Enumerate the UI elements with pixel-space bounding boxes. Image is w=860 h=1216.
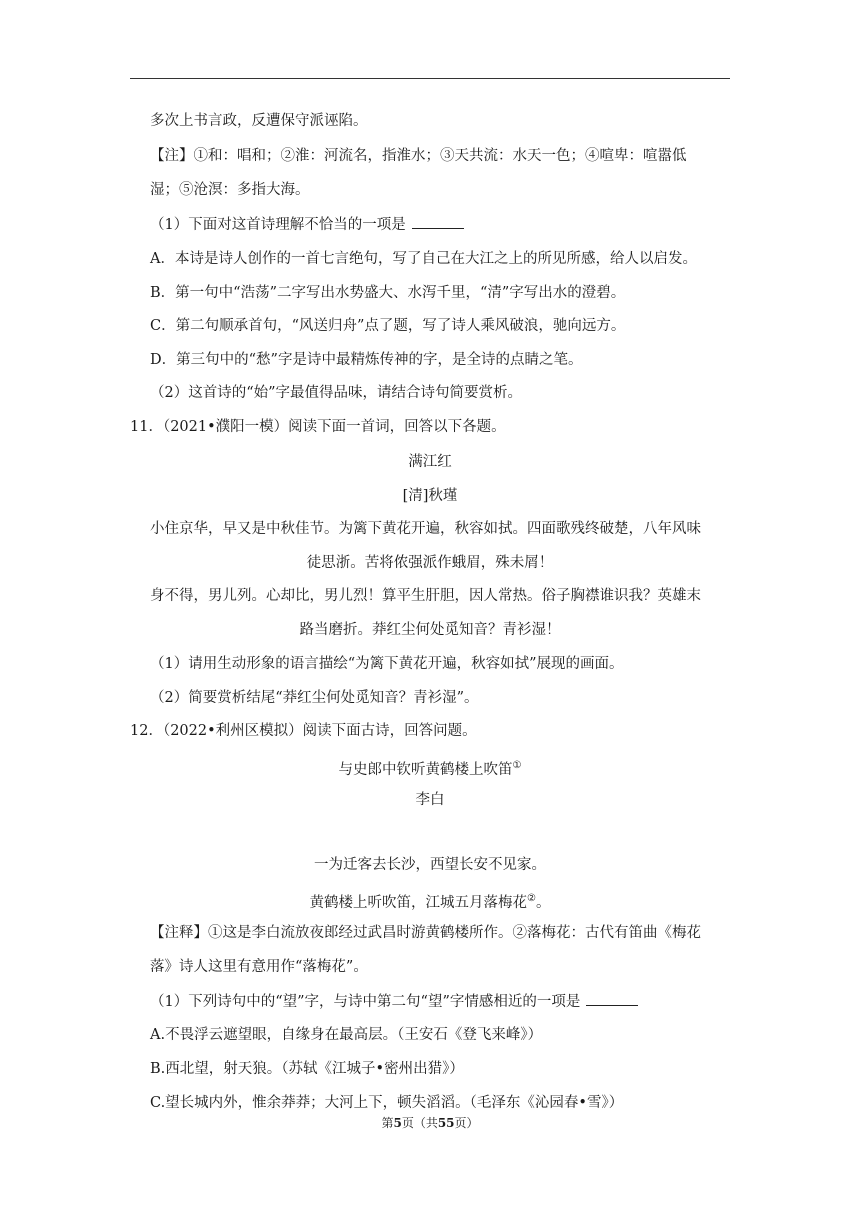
note-line: 【注】①和：唱和；②淮：河流名，指淮水；③天共流：水天一色；④喧卑：喧嚣低 [150, 148, 687, 164]
footer-text: 第 [381, 1116, 394, 1130]
page-number: 5 [393, 1116, 402, 1130]
poem-line [130, 889, 730, 913]
question-text: （1）下列诗句中的“望”字，与诗中第二句“望”字情感相近的一项是 [150, 994, 581, 1010]
footer-text: 页（共 [401, 1116, 438, 1130]
option-b: B.西北望，射天狼。（苏轼《江城子•密州出猎》） [150, 1061, 464, 1077]
poem-line: 一为迁客去长沙，西望长安不见家。 [314, 857, 546, 873]
text-line: 多次上书言政，反遭保守派诬陷。 [150, 113, 368, 129]
punctuation: 。 [535, 894, 551, 911]
poem-author: [清]秋瑾 [402, 488, 458, 504]
poem-line: 路当磨折。莽红尘何处觅知音？青衫湿！ [299, 622, 561, 638]
note-line: 【注释】①这是李白流放夜郎经过武昌时游黄鹤楼所作。②落梅花：古代有笛曲《梅花 [150, 925, 701, 941]
page-total: 55 [437, 1116, 455, 1130]
question-heading: 11．（2021•濮阳一模）阅读下面一首词，回答以下各题。 [130, 419, 506, 435]
option-c: C．第二句顺承首句，“风送归舟”点了题，写了诗人乘风破浪，驰向远方。 [150, 318, 626, 334]
poem-line: 身不得，男儿列。心却比，男儿烈！算平生肝胆，因人常热。俗子胸襟谁识我？英雄末 [150, 588, 701, 604]
poem-line: 小住京华，早又是中秋佳节。为篱下黄花开遍，秋容如拭。四面歌残终破楚，八年风味 [150, 521, 701, 537]
poem-line: 徒思浙。苦将侬强派作蛾眉，殊未屑！ [306, 555, 554, 571]
option-a: A．本诗是诗人创作的一首七言绝句，写了自己在大江之上的所见所感，给人以启发。 [150, 251, 697, 267]
poem-author: 李白 [415, 792, 445, 808]
poem-title [130, 756, 730, 780]
answer-blank [412, 215, 464, 229]
option-b: B．第一句中“浩荡”二字写出水势盛大、水泻千里，“清”字写出水的澄碧。 [150, 285, 626, 301]
question-line [150, 215, 464, 235]
header-rule [130, 78, 730, 79]
footer-text: 页） [454, 1116, 479, 1130]
footnote-mark: ① [512, 760, 522, 771]
poem-line-text: 黄鹤楼上听吹笛，江城五月落梅花 [309, 894, 528, 911]
question-text: （1）下面对这首诗理解不恰当的一项是 [150, 217, 406, 233]
poem-title: 满江红 [408, 454, 452, 470]
poem-title-text: 与史郎中钦听黄鹤楼上吹笛 [338, 761, 513, 778]
footnote-mark: ② [527, 893, 536, 904]
option-a: A.不畏浮云遮望眼，自缘身在最高层。（王安石《登飞来峰》） [150, 1027, 543, 1043]
note-line: 落》诗人这里有意用作“落梅花”。 [150, 959, 368, 975]
page-footer [130, 1114, 730, 1131]
question-line: （2）简要赏析结尾“莽红尘何处觅知音？青衫湿”。 [150, 690, 479, 706]
question-line: （1）请用生动形象的语言描绘“为篱下黄花开遍，秋容如拭”展现的画面。 [150, 656, 624, 672]
question-line: （2）这首诗的“始”字最值得品味，请结合诗句简要赏析。 [150, 385, 523, 401]
option-c: C.望长城内外，惟余莽莽；大河上下，顿失滔滔。（毛泽东《沁园春•雪》） [150, 1095, 624, 1111]
note-line: 湿；⑤沧溟：多指大海。 [150, 182, 310, 198]
answer-blank [586, 992, 638, 1006]
question-line [150, 992, 638, 1012]
option-d: D．第三句中的“愁”字是诗中最精炼传神的字，是全诗的点睛之笔。 [150, 352, 583, 368]
question-heading: 12．（2022•利州区模拟）阅读下面古诗，回答问题。 [130, 723, 477, 739]
